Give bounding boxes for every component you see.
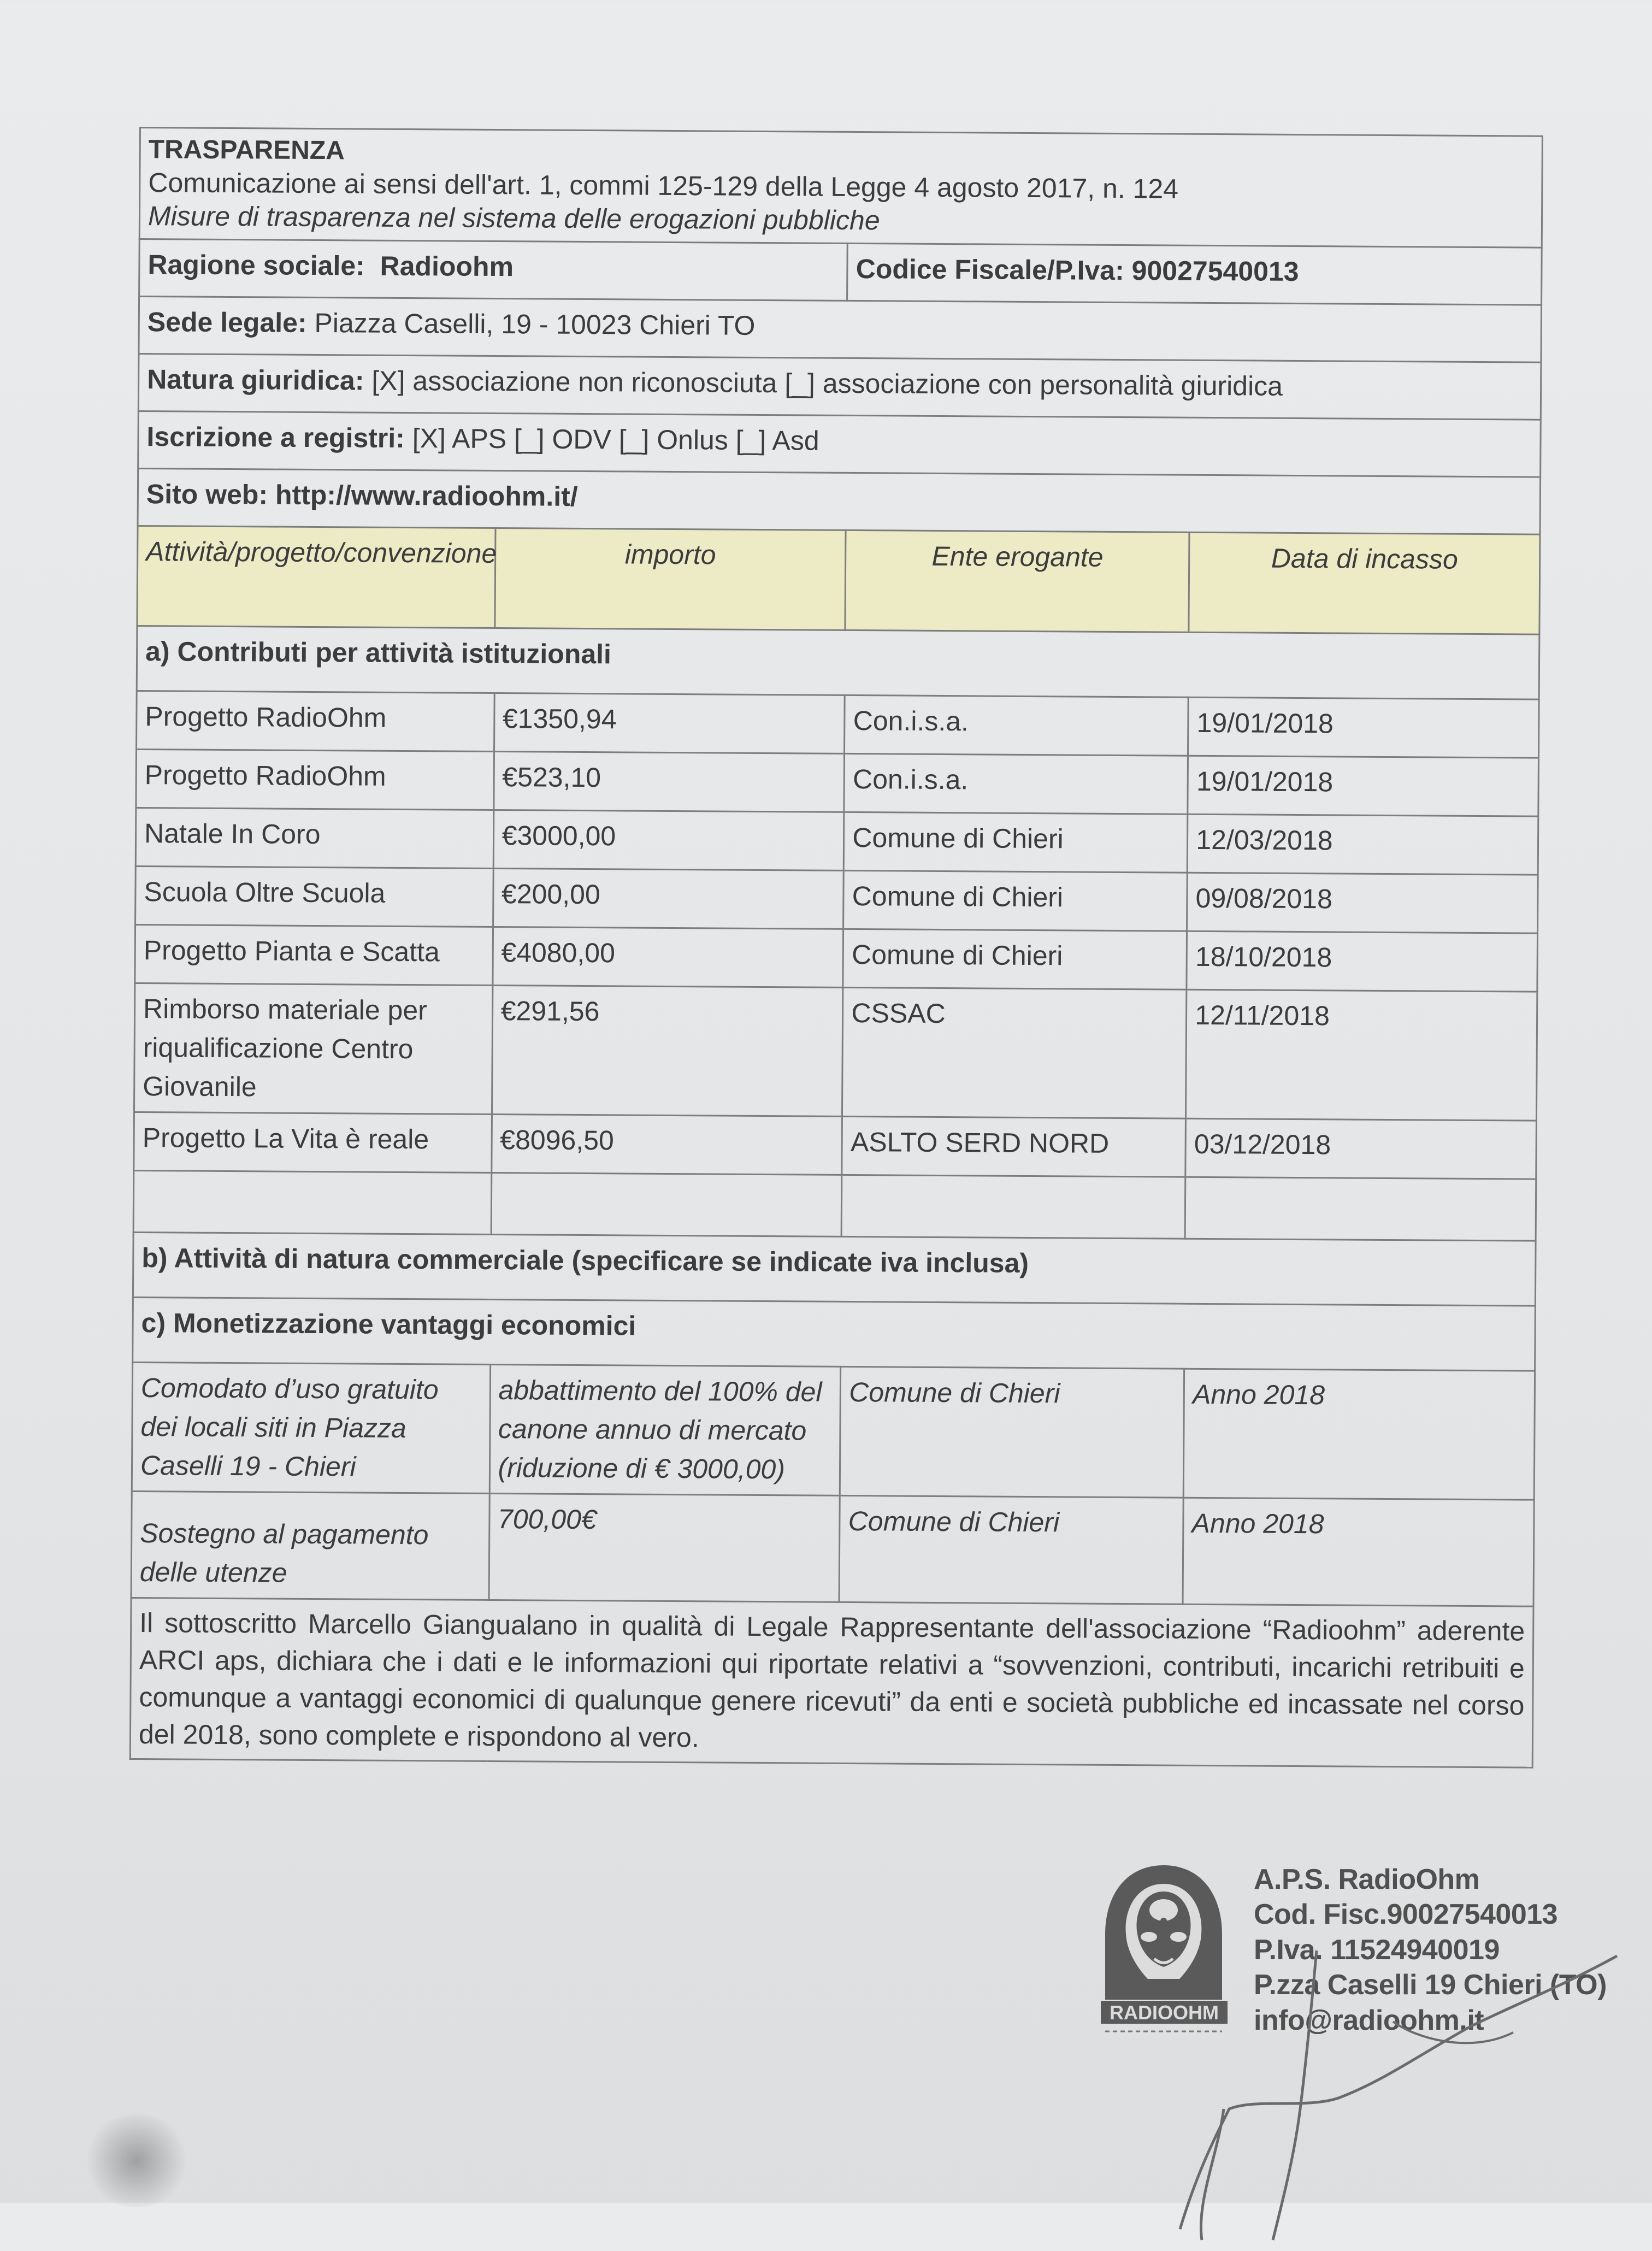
stamp-line-email: info@radioohm.it [1254, 2004, 1484, 2036]
sito-web-row [138, 468, 1541, 534]
row-date: 19/01/2018 [1188, 697, 1539, 758]
row-entity: Comune di Chieri [843, 929, 1187, 989]
row-activity: Sostegno al pagamento delle utenze [131, 1491, 489, 1600]
table-row [131, 1491, 1534, 1606]
table-row [137, 691, 1539, 758]
section-a-title: a) Contributi per attività istituzionali [137, 626, 1539, 699]
table-row [134, 1112, 1537, 1179]
section-c-title: c) Monetizzazione vantaggi economici [133, 1297, 1536, 1371]
row-date: 03/12/2018 [1185, 1118, 1536, 1179]
column-header-activity: Attività/progetto/convenzione [137, 526, 495, 628]
sede-legale-label: Sede legale: [147, 306, 307, 338]
row-date: 12/03/2018 [1187, 814, 1538, 875]
row-amount: €4080,00 [492, 927, 843, 987]
title-cell [139, 128, 1542, 248]
iscrizione-registri-cell [138, 411, 1541, 477]
row-activity: Scuola Oltre Scuola [135, 866, 493, 927]
row-activity: Progetto La Vita è reale [134, 1112, 492, 1172]
section-b-header [133, 1232, 1536, 1306]
form-table [129, 127, 1543, 1768]
row-amount: €3000,00 [493, 810, 844, 870]
empty-cell [1185, 1177, 1536, 1241]
row-activity: Natale In Coro [135, 808, 493, 868]
iscrizione-registri-label: Iscrizione a registri: [146, 421, 405, 453]
stamp-line-address: P.zza Caselli 19 Chieri (TO) [1254, 1969, 1607, 2001]
form-subtitle: Comunicazione ai sensi dell'art. 1, commi 125-129 della Legge 4 agosto 2017, n. 124 [148, 167, 1179, 204]
declaration-text: Il sottoscritto Marcello Giangualano in qualità di Legale Rappresentante dell'associazione “Radioohm” aderente ARCI aps, dichiara che i dati e le informazioni qui riportate relativi a “sovvenzioni, contributi, incarichi retribuiti e comunque a vantaggi economici di qualunque genere ricevuti” da enti e società pubbliche ed incassate nel corso del 2018, sono complete e rispondono al vero. [130, 1598, 1533, 1767]
column-header-amount: importo [494, 528, 846, 630]
declaration-row [130, 1598, 1533, 1767]
ragione-sociale-label: Ragione sociale: [148, 249, 365, 281]
sito-web-cell [138, 468, 1541, 534]
section-a-header [137, 626, 1539, 699]
natura-giuridica-row [138, 353, 1541, 420]
association-stamp [1095, 1858, 1607, 2164]
row-date: 18/10/2018 [1187, 931, 1537, 992]
empty-cell [133, 1170, 491, 1234]
row-activity: Progetto RadioOhm [137, 691, 494, 751]
sede-legale-cell [139, 296, 1542, 362]
stamp-line-partita-iva: P.Iva. 11524940019 [1254, 1934, 1500, 1966]
stamp-text [1254, 1862, 1607, 2038]
row-activity: Progetto RadioOhm [136, 749, 494, 810]
natura-giuridica-label: Natura giuridica: [147, 363, 364, 396]
table-row [135, 924, 1538, 992]
empty-row [133, 1170, 1536, 1241]
sede-legale-row [139, 296, 1542, 362]
section-b-title: b) Attività di natura commerciale (specificare se indicate iva inclusa) [133, 1232, 1536, 1306]
natura-giuridica-cell [138, 353, 1541, 420]
ragione-sociale-cell [139, 239, 848, 300]
stamp-line-name: A.P.S. RadioOhm [1254, 1864, 1480, 1895]
row-amount: €8096,50 [491, 1114, 842, 1175]
row-entity: Con.i.s.a. [844, 753, 1188, 814]
radioohm-logo-icon [1095, 1858, 1232, 2038]
form-subtitle-italic: Misure di trasparenza nel sistema delle erogazioni pubbliche [148, 200, 880, 235]
row-entity: Comune di Chieri [844, 812, 1188, 873]
row-date: 12/11/2018 [1186, 989, 1537, 1121]
ragione-sociale-value: Radioohm [380, 250, 514, 282]
row-date: 19/01/2018 [1188, 756, 1538, 816]
row-amount: abbattimento del 100% del canone annuo di mercato (riduzione di € 3000,00) [489, 1364, 841, 1495]
ragione-sociale-row [139, 239, 1542, 305]
row-amount: €1350,94 [494, 693, 845, 753]
sito-web-value: http://www.radioohm.it/ [275, 479, 578, 512]
row-activity: Comodato d’uso gratuito dei locali siti in Piazza Caselli 19 - Chieri [132, 1362, 490, 1493]
row-amount: €200,00 [493, 868, 843, 929]
empty-cell [491, 1172, 842, 1236]
row-entity: Comune di Chieri [843, 870, 1188, 931]
logo-text: RADIOOHM [1110, 2001, 1219, 2024]
codice-fiscale-value: 90027540013 [1131, 255, 1299, 287]
table-row [135, 866, 1538, 933]
sede-legale-value: Piazza Caselli, 19 - 10023 Chieri TO [314, 307, 756, 341]
column-header-row [137, 526, 1540, 634]
row-activity: Rimborso materiale per riqualificazione Centro Giovanile [134, 983, 492, 1114]
table-row [136, 749, 1539, 816]
row-activity: Progetto Pianta e Scatta [135, 924, 493, 985]
table-row [134, 983, 1537, 1121]
codice-fiscale-label: Codice Fiscale/P.Iva: [856, 253, 1124, 286]
finger-shadow [82, 2114, 191, 2207]
row-date: Anno 2018 [1183, 1369, 1535, 1500]
natura-giuridica-value: [X] associazione non riconosciuta [_] associazione con personalità giuridica [371, 365, 1283, 402]
iscrizione-registri-value: [X] APS [_] ODV [_] Onlus [_] Asd [412, 422, 819, 456]
column-header-entity: Ente erogante [845, 530, 1189, 632]
row-entity: ASLTO SERD NORD [842, 1116, 1186, 1177]
row-entity: Con.i.s.a. [845, 695, 1189, 756]
transparency-form [129, 127, 1543, 1768]
column-header-date: Data di incasso [1189, 532, 1540, 634]
sito-web-label: Sito web: [146, 478, 268, 510]
stamp-line-codice-fiscale: Cod. Fisc.90027540013 [1254, 1899, 1558, 1931]
form-title: TRASPARENZA [148, 135, 345, 166]
iscrizione-registri-row [138, 411, 1541, 477]
table-row [132, 1362, 1535, 1500]
row-entity: Comune di Chieri [839, 1495, 1183, 1604]
empty-cell [841, 1175, 1185, 1239]
row-date: 09/08/2018 [1187, 873, 1538, 933]
row-entity: CSSAC [842, 987, 1187, 1118]
row-amount: €291,56 [492, 985, 843, 1116]
row-entity: Comune di Chieri [840, 1366, 1184, 1498]
row-amount: €523,10 [493, 751, 844, 812]
title-row [139, 128, 1542, 248]
section-c-header [133, 1297, 1536, 1371]
row-amount: 700,00€ [489, 1493, 840, 1602]
row-date: Anno 2018 [1183, 1498, 1534, 1606]
codice-fiscale-cell [847, 243, 1542, 305]
table-row [135, 808, 1538, 875]
